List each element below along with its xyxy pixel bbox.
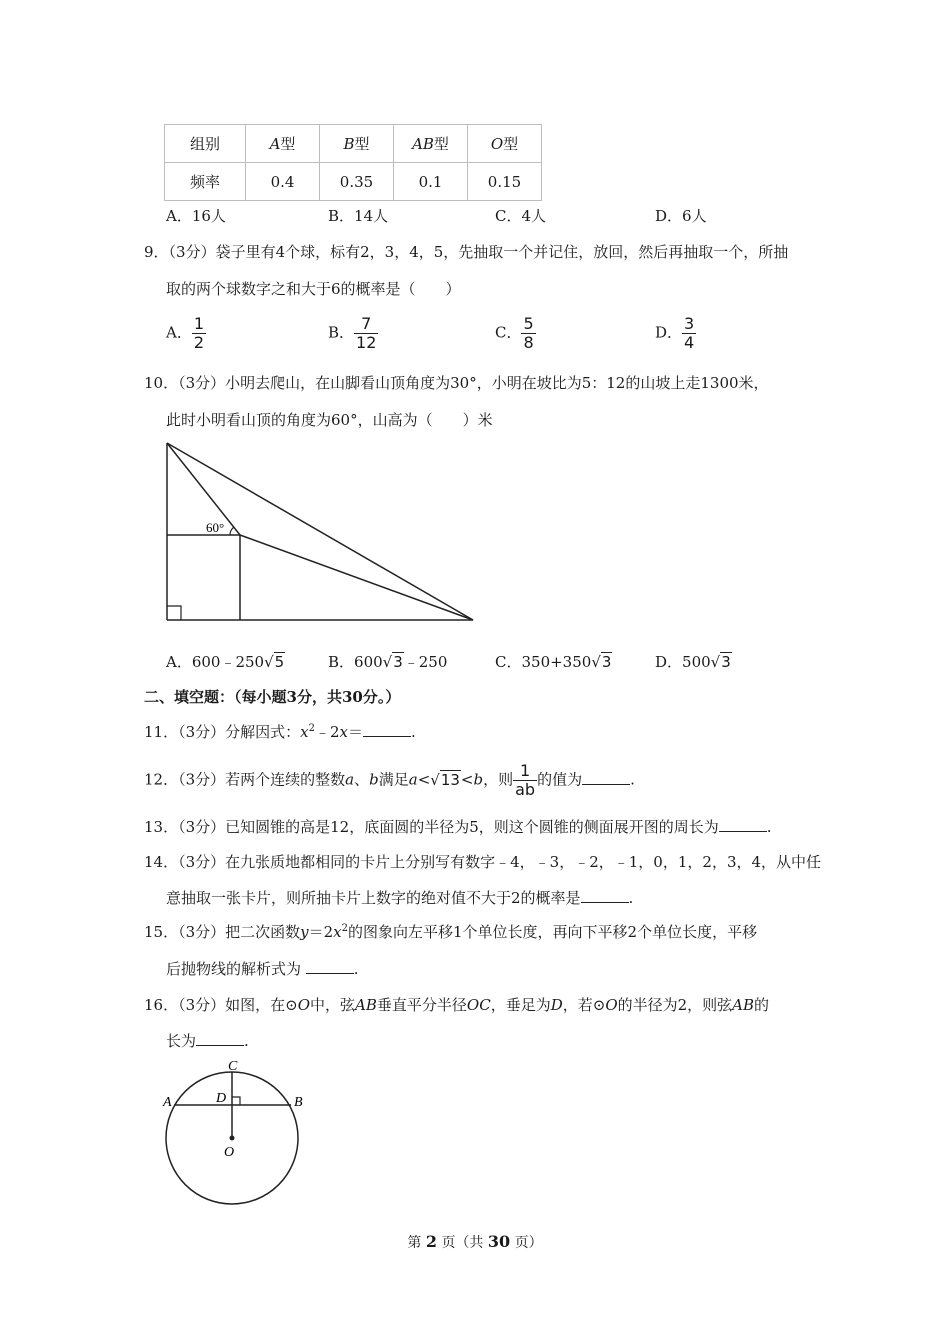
q8-option-c: C．4人 [495, 207, 547, 225]
q10-line1: 10．（3分）小明去爬山，在山脚看山顶角度为30°，小明在坡比为5：12的山坡上走1300米， [144, 374, 769, 392]
table-cell: 0.1 [394, 163, 468, 201]
table-header-row [165, 125, 542, 163]
table-header-cell: B型 [320, 125, 394, 163]
blood-type-table [164, 124, 542, 201]
q15-line1: 15．（3分）把二次函数$y=2x^2$的图象向左平移1个单位长度，再向下平移2个单位长度，平移 [144, 923, 758, 941]
q10-option-d: D．500√3 [655, 653, 731, 671]
q10-line2: 此时小明看山顶的角度为60°，山高为（ ）米 [166, 411, 493, 429]
q14-line2: 意抽取一张卡片，则所抽卡片上数字的绝对值不大于2的概率是 . [166, 889, 634, 907]
label-o: O [224, 1145, 235, 1160]
answer-blank [363, 722, 411, 737]
q10-option-a: A．600﹣250√5 [166, 653, 285, 671]
q9-option-d: D． $\frac{3}{4}$ [655, 314, 695, 352]
q15-line2: 后抛物线的解析式为 . [166, 960, 359, 978]
center-point [230, 1136, 235, 1141]
q9-option-a: A． $\frac{1}{2}$ [166, 314, 205, 352]
angle-arc [230, 527, 234, 535]
q16-line1: 16．（3分）如图，在⊙O中，弦AB垂直平分半径OC，垂足为D，若⊙O的半径为2，则弦AB的 [144, 996, 770, 1014]
sqrt: √5 [264, 653, 285, 671]
q9-line2: 取的两个球数字之和大于6的概率是（ ） [166, 280, 461, 298]
fraction: $\frac{7}{12}$ [356, 314, 377, 352]
answer-blank [582, 770, 630, 785]
q8-option-d: D．6人 [655, 207, 707, 225]
q9-line1: 9．（3分）袋子里有4个球，标有2，3，4，5，先抽取一个并记住，放回，然后再抽取一个，所抽 [144, 243, 789, 261]
answer-blank [306, 959, 354, 974]
q10-option-c: C．350+350√3 [495, 653, 612, 671]
q8-option-a: A．16人 [166, 207, 226, 225]
sqrt: √13 [430, 770, 460, 789]
label-d: D [216, 1091, 227, 1106]
q13: 13．（3分）已知圆锥的高是12，底面圆的半径为5，则这个圆锥的侧面展开图的周长为 . [144, 818, 772, 836]
sqrt: √3 [710, 653, 731, 671]
label-c: C [228, 1059, 238, 1074]
q12: 12．（3分）若两个连续的整数a、b满足a<√13<b，则 $\frac{1}{ab}$ 的值为 . [144, 761, 635, 799]
q9-option-b: B． $\frac{7}{12}$ [328, 314, 377, 352]
circle-figure [158, 1052, 318, 1207]
q11: 11．（3分）分解因式：$x^2﹣2x=$ . [144, 723, 416, 741]
sqrt: √3 [382, 653, 403, 671]
table-cell: 频率 [165, 163, 246, 201]
q14-line1: 14．（3分）在九张质地都相同的卡片上分别写有数字﹣4，﹣3，﹣2，﹣1，0，1，2，3，4，从中任 [144, 853, 822, 871]
answer-blank [196, 1031, 244, 1046]
table-header-cell: A型 [246, 125, 320, 163]
mountain-figure [160, 436, 480, 626]
sight-line-60 [167, 443, 240, 535]
label-b: B [294, 1095, 303, 1110]
table-row [165, 163, 542, 201]
sqrt: √3 [591, 653, 612, 671]
table-cell: 0.35 [320, 163, 394, 201]
q9-option-c: C． $\frac{5}{8}$ [495, 314, 534, 352]
label-a: A [163, 1095, 172, 1110]
q8-option-b: B．14人 [328, 207, 389, 225]
angle-label: 60° [206, 520, 225, 535]
table-header-cell: AB型 [394, 125, 468, 163]
table-header-cell: O型 [468, 125, 542, 163]
answer-blank [581, 888, 629, 903]
fraction: $\frac{1}{2}$ [193, 314, 205, 352]
q10-option-b: B．600√3﹣250 [328, 653, 448, 671]
fraction: $\frac{5}{8}$ [523, 314, 534, 352]
table-cell: 0.15 [468, 163, 542, 201]
table-cell: 0.4 [246, 163, 320, 201]
section-heading: 二、填空题：（每小题3分，共30分。） [144, 688, 401, 706]
answer-blank [719, 817, 767, 832]
slope-line [240, 535, 473, 620]
q16-line2: 长为 . [166, 1032, 249, 1050]
right-angle-mark [232, 1097, 240, 1105]
fraction: $\frac{3}{4}$ [684, 314, 695, 352]
fraction: $\frac{1}{ab}$ [515, 761, 536, 799]
right-angle-mark [167, 606, 181, 620]
table-header-cell: 组别 [165, 125, 246, 163]
page-footer: 第 2 页（共 30 页） [407, 1232, 543, 1251]
